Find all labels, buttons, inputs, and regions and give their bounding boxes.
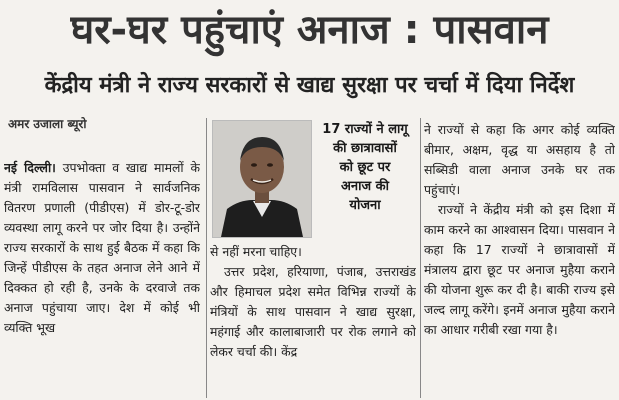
subheadline: केंद्रीय मंत्री ने राज्य सरकारों से खाद्य सुरक्षा पर चर्चा में दिया निर्देश	[44, 73, 575, 98]
paragraph	[424, 200, 615, 340]
column-divider	[206, 118, 207, 398]
paragraph-text: राज्यों ने केंद्रीय मंत्री को इस दिशा में काम करने का आश्वासन दिया। पासवान ने कहा कि 17 राज्यों ने छात्रावासों में मंत्रालय द्वारा छूट पर अनाज मुहैया कराने की योजना शुरू कर दी है। बाकी राज्य इसे जल्द लागू करेंगे। इनमें अनाज मुहैया कराने का आधार गरीबी रखा गया है।	[424, 202, 615, 337]
pull-quote-line: 17 राज्यों ने लागू	[322, 122, 408, 137]
pull-quote-line: की छात्रावासों	[333, 141, 397, 156]
article-column-3	[424, 120, 615, 398]
headline: घर-घर पहुंचाएं अनाज : पासवान	[70, 7, 549, 53]
pull-quote-line: को छूट पर	[339, 160, 391, 175]
article-column-1	[4, 158, 200, 396]
paragraph	[210, 262, 416, 362]
pull-quote-line: अनाज की	[340, 179, 390, 194]
dateline: नई दिल्ली।	[4, 160, 56, 175]
paragraph: ने राज्यों से कहा कि अगर कोई व्यक्ति बीमार, अक्षम, वृद्ध या असहाय है तो सब्सिडी वाला अनाज उनके घर तक पहुंचाएं।	[424, 122, 615, 197]
column-divider	[420, 118, 421, 398]
pull-quote	[314, 120, 416, 236]
article-column-2	[210, 242, 416, 398]
pull-quote-line: योजना	[349, 198, 381, 213]
portrait-image	[213, 121, 311, 237]
byline: अमर उजाला ब्यूरो	[8, 117, 87, 131]
paragraph-text: उत्तर प्रदेश, हरियाणा, पंजाब, उत्तराखंड और हिमाचल प्रदेश समेत विभिन्न राज्यों के मंत्रियों के साथ पासवान ने खाद्य सुरक्षा, महंगाई और कालाबाजारी पर रोक लगाने को लेकर चर्चा की। केंद्र	[210, 264, 416, 359]
minister-photo	[212, 120, 312, 238]
paragraph: से नहीं मरना चाहिए।	[210, 244, 302, 259]
paragraph	[4, 158, 200, 338]
paragraph-text: उपभोक्ता व खाद्य मामलों के मंत्री रामविलास पासवान ने सार्वजनिक वितरण प्रणाली (पीडीएस) में डोर-टू-डोर व्यवस्था लागू करने पर जोर दिया है। उन्होंने राज्य सरकारों के साथ हुई बैठक में कहा कि जिन्हें पीडीएस के तहत अनाज लेने आने में दिक्कत हो रही है, उनके के दरवाजे तक अनाज पहुंचाया जाए। देश में कोई भी व्यक्ति भूख	[4, 160, 200, 335]
